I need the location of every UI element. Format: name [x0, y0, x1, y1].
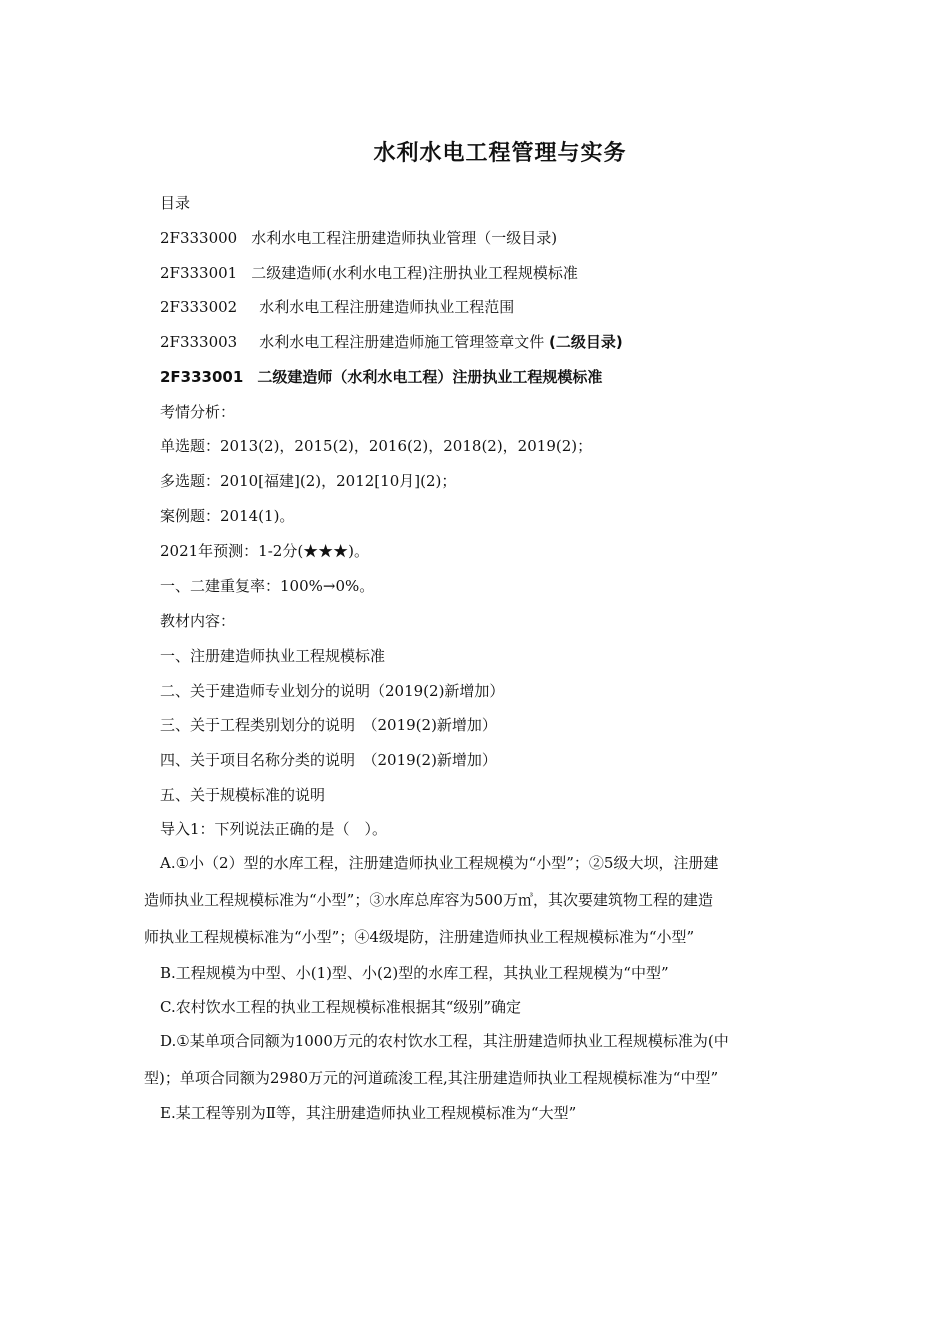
question-stem: 导入1：下列说法正确的是（ ）。: [160, 820, 388, 838]
section-title: 二级建造师（水利水电工程）注册执业工程规模标准: [257, 368, 603, 386]
option-c: C.农村饮水工程的执业工程规模标准根据其“级别”确定: [160, 998, 522, 1016]
option-a-line: A.①小（2）型的水库工程，注册建造师执业工程规模为“小型”；②5级大坝，注册建: [160, 854, 719, 872]
toc-item: [160, 331, 623, 352]
toc-text: 水利水电工程注册建造师执业工程范围: [259, 298, 515, 316]
option-b: B.工程规模为中型、小(1)型、小(2)型的水库工程，其执业工程规模为“中型”: [160, 964, 669, 982]
option-a-line: 造师执业工程规模标准为“小型”；③水库总库容为500万㎥，其次要建筑物工程的建造: [144, 891, 713, 909]
content-item: 五、关于规模标准的说明: [160, 786, 326, 804]
toc-code: 2F333000: [160, 229, 238, 247]
analysis-heading: 考情分析：: [160, 403, 236, 421]
analysis-multi: 多选题：2010[福建](2)，2012[10月](2)；: [160, 472, 457, 490]
analysis-forecast: 2021年预测：1-2分(★★★)。: [160, 542, 370, 560]
analysis-single: 单选题：2013(2)，2015(2)，2016(2)，2018(2)，2019(2)；: [160, 437, 593, 455]
content-item: 一、注册建造师执业工程规模标准: [160, 647, 386, 665]
toc-code: 2F333001: [160, 264, 238, 282]
analysis-case: 案例题：2014(1)。: [160, 507, 295, 525]
toc-item: [160, 296, 514, 317]
option-a-line: 师执业工程规模标准为“小型”；④4级堤防，注册建造师执业工程规模标准为“小型”: [144, 928, 695, 946]
toc-item: [160, 262, 578, 283]
toc-text: 水利水电工程注册建造师执业管理（一级目录): [251, 229, 558, 247]
toc-text: 二级建造师(水利水电工程)注册执业工程规模标准: [251, 264, 578, 282]
toc-text: 水利水电工程注册建造师施工管理签章文件: [259, 333, 545, 351]
content-item: 二、关于建造师专业划分的说明（2019(2)新增加）: [160, 682, 505, 700]
section-heading: [160, 366, 602, 387]
toc-level-label: (二级目录): [549, 333, 623, 351]
analysis-repeat: 一、二建重复率：100%→0%。: [160, 577, 375, 595]
content-item: 三、关于工程类别划分的说明 （2019(2)新增加）: [160, 716, 497, 734]
document-title: 水利水电工程管理与实务: [373, 141, 627, 166]
option-d-line: D.①某单项合同额为1000万元的农村饮水工程，其注册建造师执业工程规模标准为(中: [160, 1032, 729, 1050]
content-heading: 教材内容：: [160, 612, 236, 630]
option-d-line: 型)；单项合同额为2980万元的河道疏浚工程,其注册建造师执业工程规模标准为“中型”: [144, 1069, 719, 1087]
toc-code: 2F333002: [160, 298, 238, 316]
content-item: 四、关于项目名称分类的说明 （2019(2)新增加）: [160, 751, 497, 769]
option-e: E.某工程等别为Ⅱ等，其注册建造师执业工程规模标准为“大型”: [160, 1104, 577, 1122]
toc-code: 2F333003: [160, 333, 238, 351]
toc-heading: 目录: [160, 194, 191, 212]
toc-item: [160, 227, 557, 248]
section-code: 2F333001: [160, 368, 244, 386]
